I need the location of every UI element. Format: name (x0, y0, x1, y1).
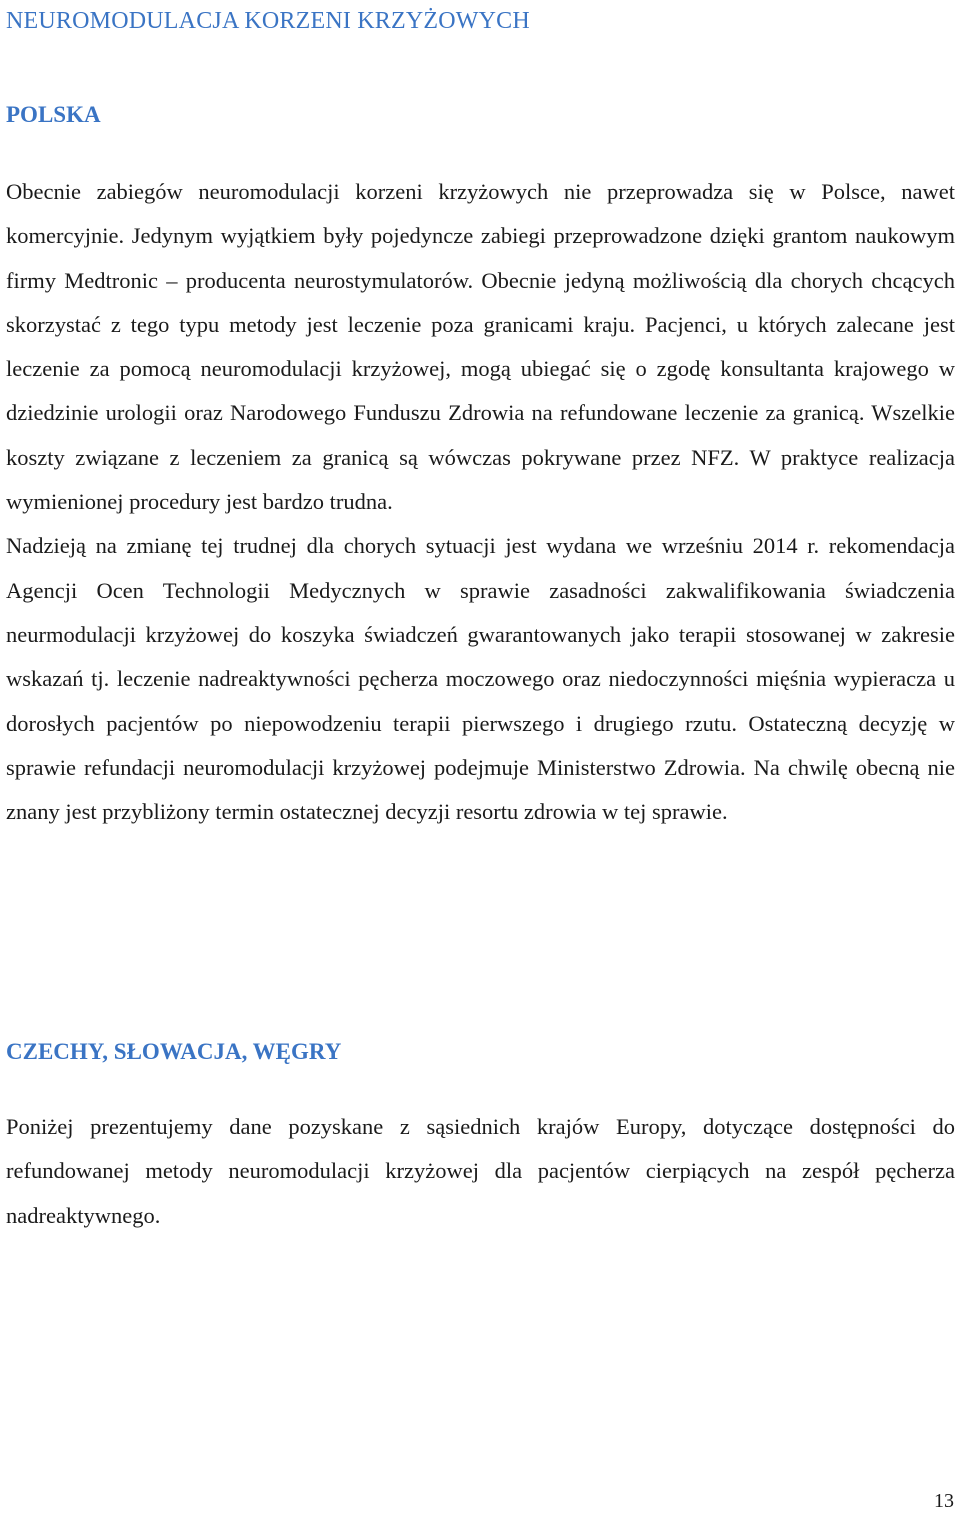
section-body-polska (6, 170, 955, 834)
section-heading-polska: POLSKA (6, 102, 101, 127)
section-body-czechy-slowacja-wegry: Poniżej prezentujemy dane pozyskane z sąsiednich krajów Europy, dotyczące dostępności do refundowanej metody neuromodulacji krzyżowej dla pacjentów cierpiących na zespół pęcherza nadreaktywnego. (6, 1114, 955, 1228)
section-heading-czechy-slowacja-wegry: CZECHY, SŁOWACJA, WĘGRY (6, 1039, 342, 1064)
page-number: 13 (934, 1490, 954, 1512)
document-title: NEUROMODULACJA KORZENI KRZYŻOWYCH (6, 8, 530, 34)
paragraph: Nadzieją na zmianę tej trudnej dla chorych sytuacji jest wydana we wrześniu 2014 r. rekomendacja Agencji Ocen Technologii Medycznych w sprawie zasadności zakwalifikowania świadczenia neurmodulacji krzyżowej do koszyka świadczeń gwarantowanych jako terapii stosowanej w zakresie wskazań tj. leczenie nadreaktywności pęcherza moczowego oraz niedoczynności mięśnia wypieracza u dorosłych pacjentów po niepowodzeniu terapii pierwszego i drugiego rzutu. Ostateczną decyzję w sprawie refundacji neuromodulacji krzyżowej podejmuje Ministerstwo Zdrowia. Na chwilę obecną nie znany jest przybliżony termin ostatecznej decyzji resortu zdrowia w tej sprawie. (6, 533, 955, 825)
paragraph: Obecnie zabiegów neuromodulacji korzeni krzyżowych nie przeprowadza się w Polsce, nawet komercyjnie. Jedynym wyjątkiem były pojedyncze zabiegi przeprowadzone dzięki grantom naukowym firmy Medtronic – producenta neurostymulatorów. Obecnie jedyną możliwością dla chorych chcących skorzystać z tego typu metody jest leczenie poza granicami kraju. Pacjenci, u których zalecane jest leczenie za pomocą neuromodulacji krzyżowej, mogą ubiegać się o zgodę konsultanta krajowego w dziedzinie urologii oraz Narodowego Funduszu Zdrowia na refundowane leczenie za granicą. Wszelkie koszty związane z leczeniem za granicą są wówczas pokrywane przez NFZ. W praktyce realizacja wymienionej procedury jest bardzo trudna. (6, 179, 955, 515)
